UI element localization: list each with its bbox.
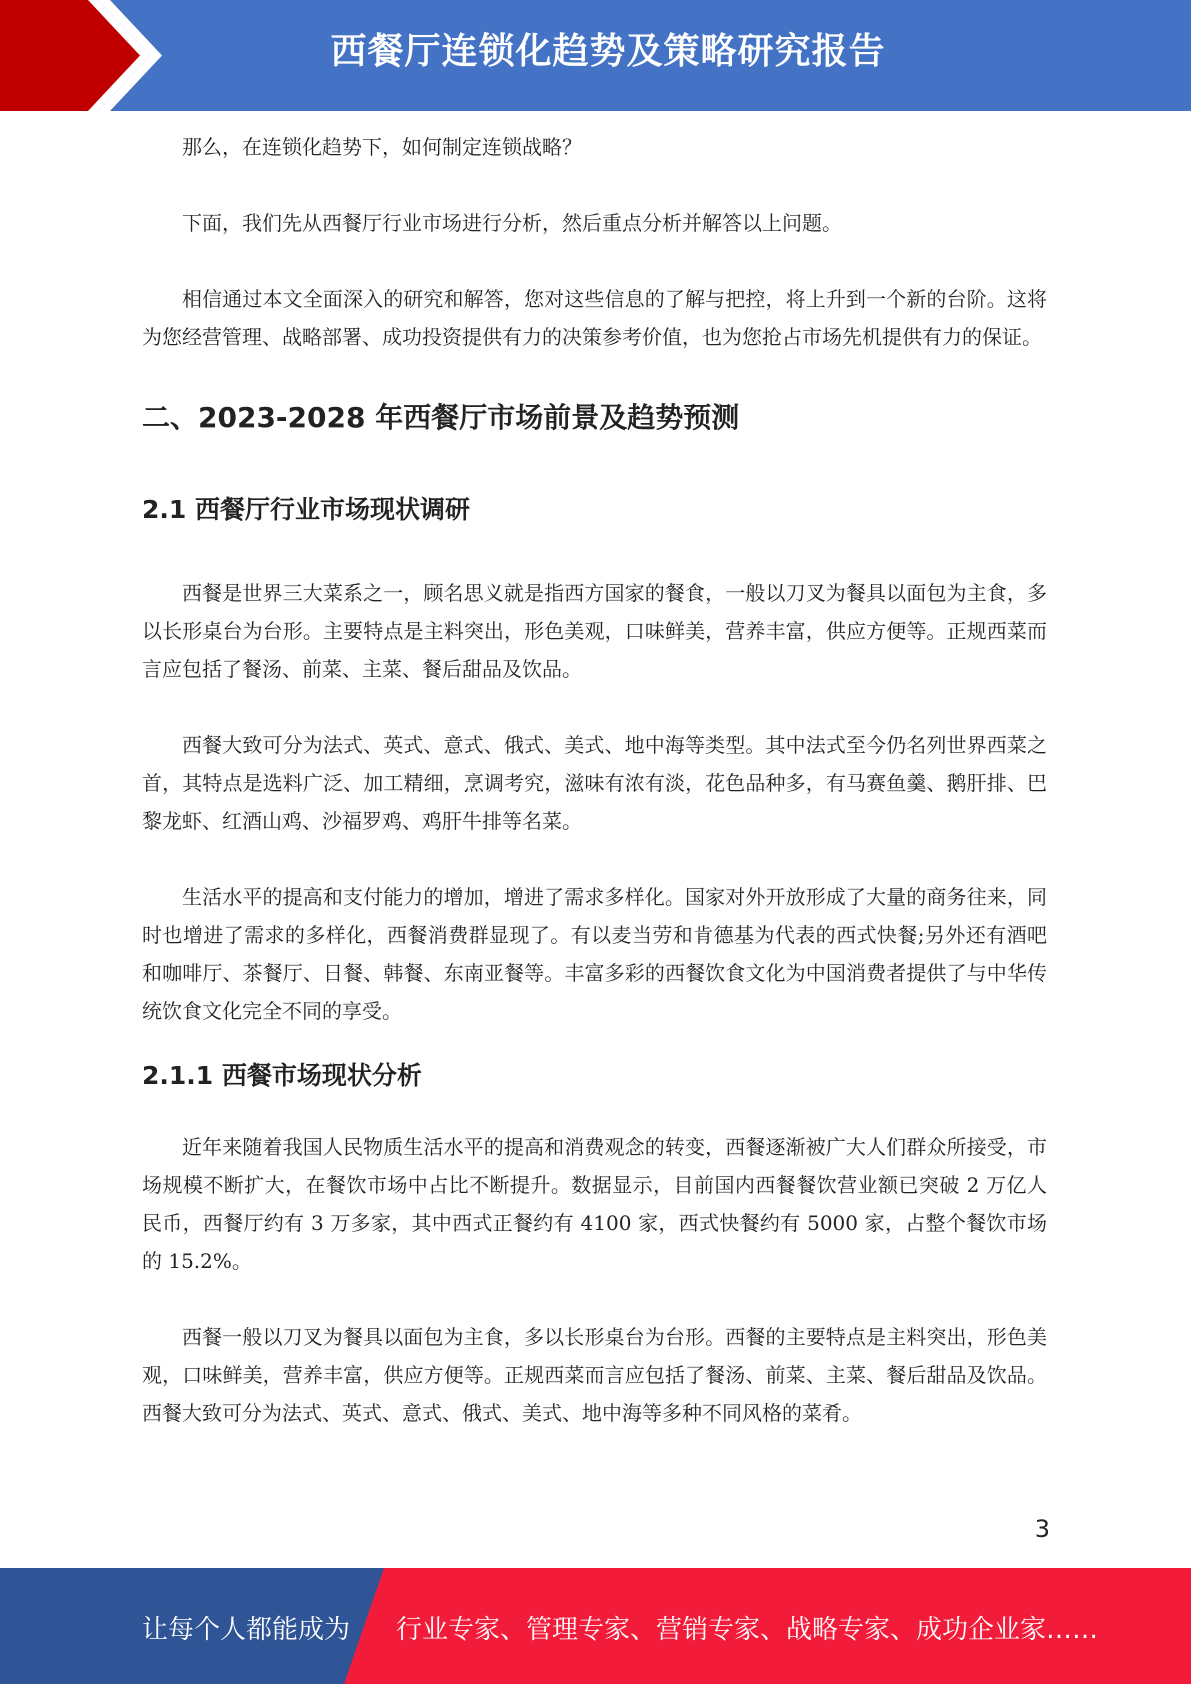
paragraph-7: 近年来随着我国人民物质生活水平的提高和消费观念的转变，西餐逐渐被广大人们群众所接受，市场规模不断扩大，在餐饮市场中占比不断提升。数据显示，目前国内西餐餐饮营业额已突破 2 万亿人民币，西餐厅约有 3 万多家，其中西式正餐约有 4100 家，西式快餐约有 5000 家，占整个餐饮市场的 15.2%。 [142, 1135, 1047, 1273]
footer-slogan-right: 行业专家、管理专家、营销专家、战略专家、成功企业家…… [396, 1615, 1099, 1645]
paragraph-8: 西餐一般以刀叉为餐具以面包为主食，多以长形桌台为台形。西餐的主要特点是主料突出，形色美观，口味鲜美，营养丰富，供应方便等。正规西菜而言应包括了餐汤、前菜、主菜、餐后甜品及饮品。西餐大致可分为法式、英式、意式、俄式、美式、地中海等多种不同风格的菜肴。 [142, 1325, 1047, 1425]
subsection-heading-2-1-1: 2.1.1 西餐市场现状分析 [142, 1061, 422, 1090]
report-title: 西餐厅连锁化趋势及策略研究报告 [330, 31, 886, 72]
main-content [142, 128, 1047, 1432]
paragraph-4: 西餐是世界三大菜系之一，顾名思义就是指西方国家的餐食，一般以刀叉为餐具以面包为主食，多以长形桌台为台形。主要特点是主料突出，形色美观，口味鲜美，营养丰富，供应方便等。正规西菜而言应包括了餐汤、前菜、主菜、餐后甜品及饮品。 [142, 581, 1047, 681]
section-heading: 二、2023-2028 年西餐厅市场前景及趋势预测 [142, 401, 740, 434]
paragraph-5: 西餐大致可分为法式、英式、意式、俄式、美式、地中海等类型。其中法式至今仍名列世界西菜之首，其特点是选料广泛、加工精细，烹调考究，滋味有浓有淡，花色品种多，有马赛鱼羹、鹅肝排、巴黎龙虾、红酒山鸡、沙福罗鸡、鸡肝牛排等名菜。 [142, 733, 1047, 833]
footer-slogan-left: 让每个人都能成为 [142, 1615, 351, 1645]
page-number: 3 [1034, 1515, 1050, 1543]
subsection-heading-2-1: 2.1 西餐厅行业市场现状调研 [142, 495, 470, 524]
paragraph-6: 生活水平的提高和支付能力的增加，增进了需求多样化。国家对外开放形成了大量的商务往来，同时也增进了需求的多样化，西餐消费群显现了。有以麦当劳和肯德基为代表的西式快餐;另外还有酒吧和咖啡厅、茶餐厅、日餐、韩餐、东南亚餐等。丰富多彩的西餐饮食文化为中国消费者提供了与中华传统饮食文化完全不同的享受。 [142, 885, 1047, 1023]
paragraph-1: 那么，在连锁化趋势下，如何制定连锁战略？ [182, 135, 582, 159]
footer-banner [0, 1568, 1191, 1684]
paragraph-3: 相信通过本文全面深入的研究和解答，您对这些信息的了解与把控，将上升到一个新的台阶。这将为您经营管理、战略部署、成功投资提供有力的决策参考价值，也为您抢占市场先机提供有力的保证。 [142, 287, 1047, 349]
paragraph-2: 下面，我们先从西餐厅行业市场进行分析，然后重点分析并解答以上问题。 [182, 211, 842, 235]
header-banner [0, 0, 1191, 111]
